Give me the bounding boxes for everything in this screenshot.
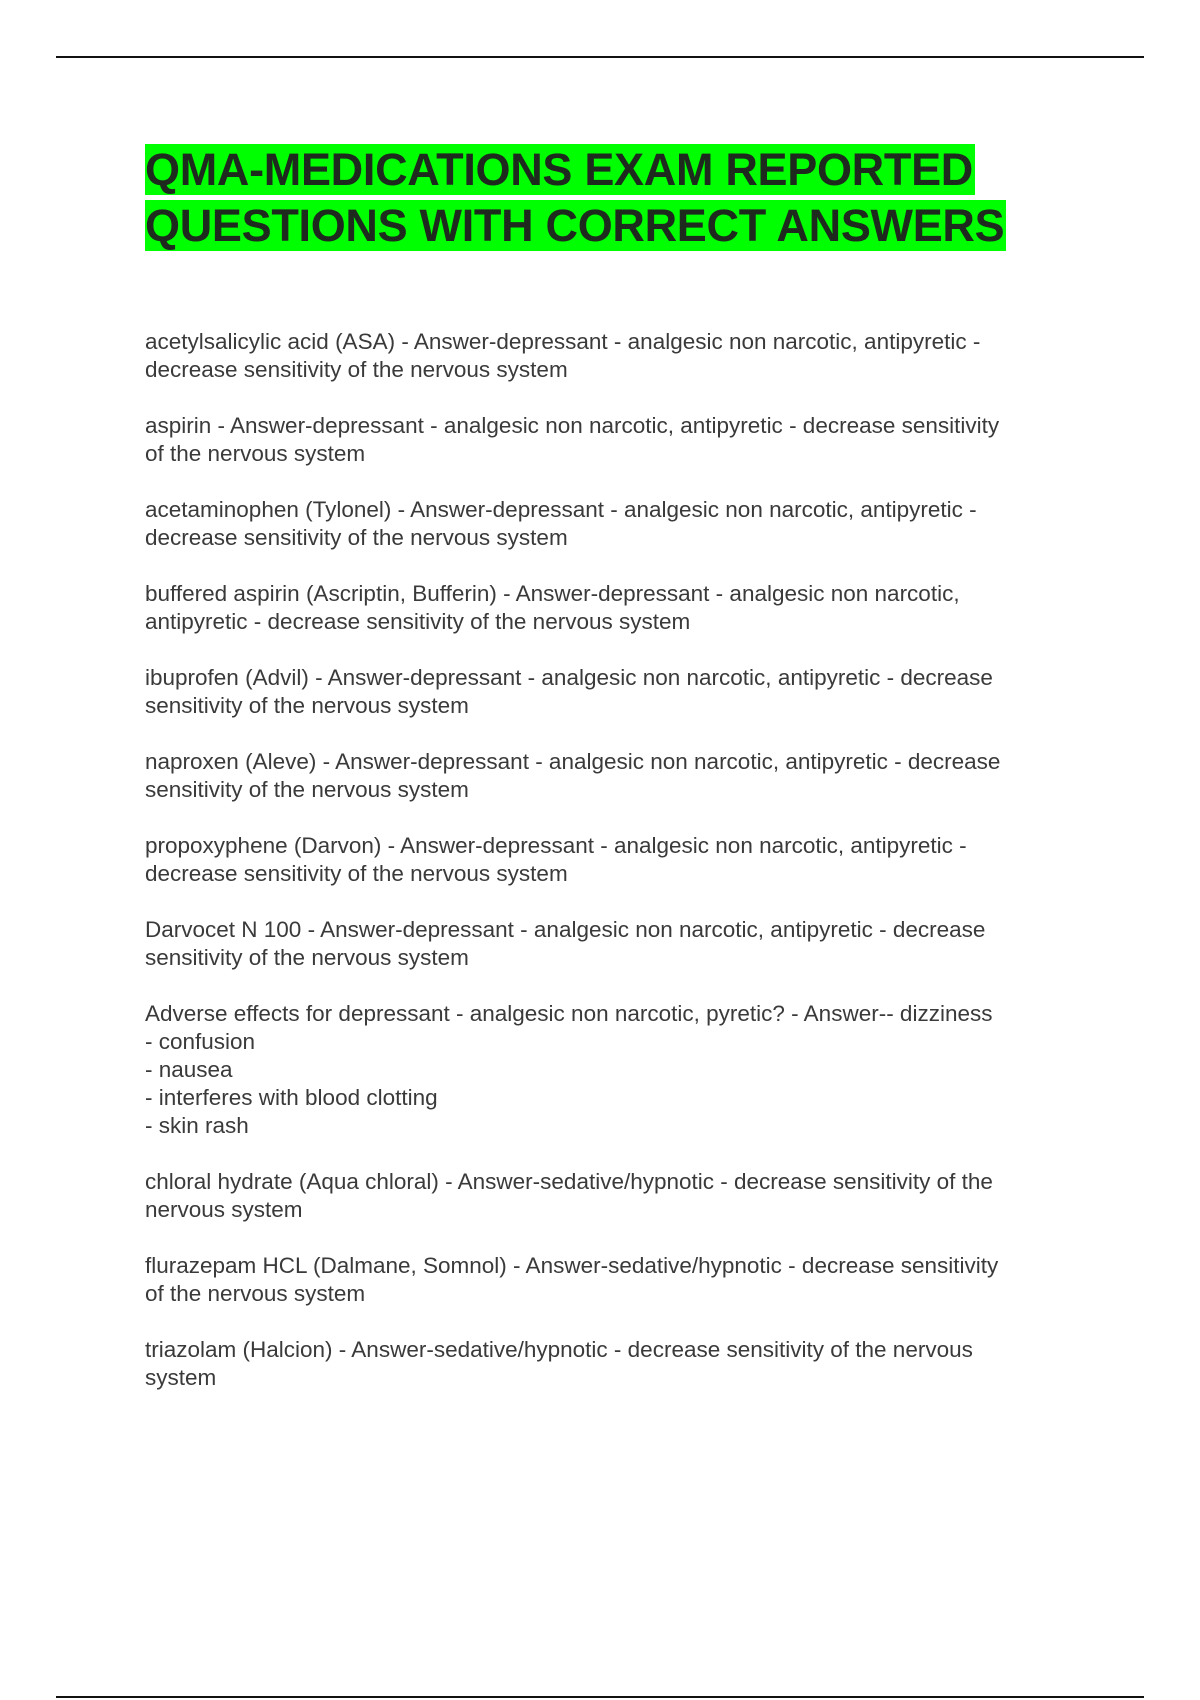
qa-entry-line: Darvocet N 100 - Answer-depressant - analgesic non narcotic, antipyretic - decrease — [145, 917, 986, 942]
qa-entry — [145, 664, 1075, 720]
qa-entry — [145, 832, 1075, 888]
qa-entry-line: triazolam (Halcion) - Answer-sedative/hypnotic - decrease sensitivity of the nervous — [145, 1337, 973, 1362]
qa-entry-line: decrease sensitivity of the nervous system — [145, 861, 568, 886]
qa-entry-line: naproxen (Aleve) - Answer-depressant - analgesic non narcotic, antipyretic - decrease — [145, 749, 1001, 774]
title-line-2: QUESTIONS WITH CORRECT ANSWERS — [145, 200, 1005, 251]
qa-entry-line: antipyretic - decrease sensitivity of the nervous system — [145, 609, 691, 634]
qa-entry-line: sensitivity of the nervous system — [145, 693, 469, 718]
qa-entry-line: propoxyphene (Darvon) - Answer-depressant - analgesic non narcotic, antipyretic - — [145, 833, 967, 858]
qa-entry — [145, 1168, 1075, 1224]
top-rule — [56, 56, 1144, 58]
qa-entry-line: buffered aspirin (Ascriptin, Bufferin) - Answer-depressant - analgesic non narcotic, — [145, 581, 960, 606]
qa-list — [145, 328, 1075, 1420]
qa-entry-line: acetaminophen (Tylonel) - Answer-depressant - analgesic non narcotic, antipyretic - — [145, 497, 977, 522]
qa-entry-line: flurazepam HCL (Dalmane, Somnol) - Answer-sedative/hypnotic - decrease sensitivity — [145, 1253, 999, 1278]
qa-entry-line: ibuprofen (Advil) - Answer-depressant - analgesic non narcotic, antipyretic - decrease — [145, 665, 993, 690]
qa-entry-line: aspirin - Answer-depressant - analgesic non narcotic, antipyretic - decrease sensitivity — [145, 413, 1000, 438]
qa-entry-line: acetylsalicylic acid (ASA) - Answer-depressant - analgesic non narcotic, antipyretic - — [145, 329, 981, 354]
qa-entry-line: Adverse effects for depressant - analgesic non narcotic, pyretic? - Answer-- dizziness — [145, 1001, 993, 1026]
qa-entry — [145, 328, 1075, 384]
qa-entry-line: sensitivity of the nervous system — [145, 945, 469, 970]
qa-entry — [145, 412, 1075, 468]
qa-entry-line: of the nervous system — [145, 1281, 366, 1306]
qa-entry-line: - skin rash — [145, 1113, 249, 1138]
qa-entry-line: sensitivity of the nervous system — [145, 777, 469, 802]
page-title — [145, 142, 1125, 254]
bottom-rule — [56, 1696, 1144, 1698]
qa-entry — [145, 748, 1075, 804]
qa-entry — [145, 1252, 1075, 1308]
qa-entry-line: nervous system — [145, 1197, 303, 1222]
qa-entry-line: decrease sensitivity of the nervous system — [145, 357, 568, 382]
qa-entry-line: chloral hydrate (Aqua chloral) - Answer-sedative/hypnotic - decrease sensitivity of the — [145, 1169, 993, 1194]
qa-entry — [145, 1336, 1075, 1392]
qa-entry — [145, 580, 1075, 636]
qa-entry — [145, 916, 1075, 972]
qa-entry — [145, 496, 1075, 552]
qa-entry-line: of the nervous system — [145, 441, 366, 466]
qa-entry — [145, 1000, 1075, 1140]
qa-entry-line: - nausea — [145, 1057, 233, 1082]
qa-entry-line: - confusion — [145, 1029, 256, 1054]
qa-entry-line: system — [145, 1365, 217, 1390]
qa-entry-line: decrease sensitivity of the nervous system — [145, 525, 568, 550]
qa-entry-line: - interferes with blood clotting — [145, 1085, 438, 1110]
title-line-1: QMA-MEDICATIONS EXAM REPORTED — [145, 144, 973, 195]
